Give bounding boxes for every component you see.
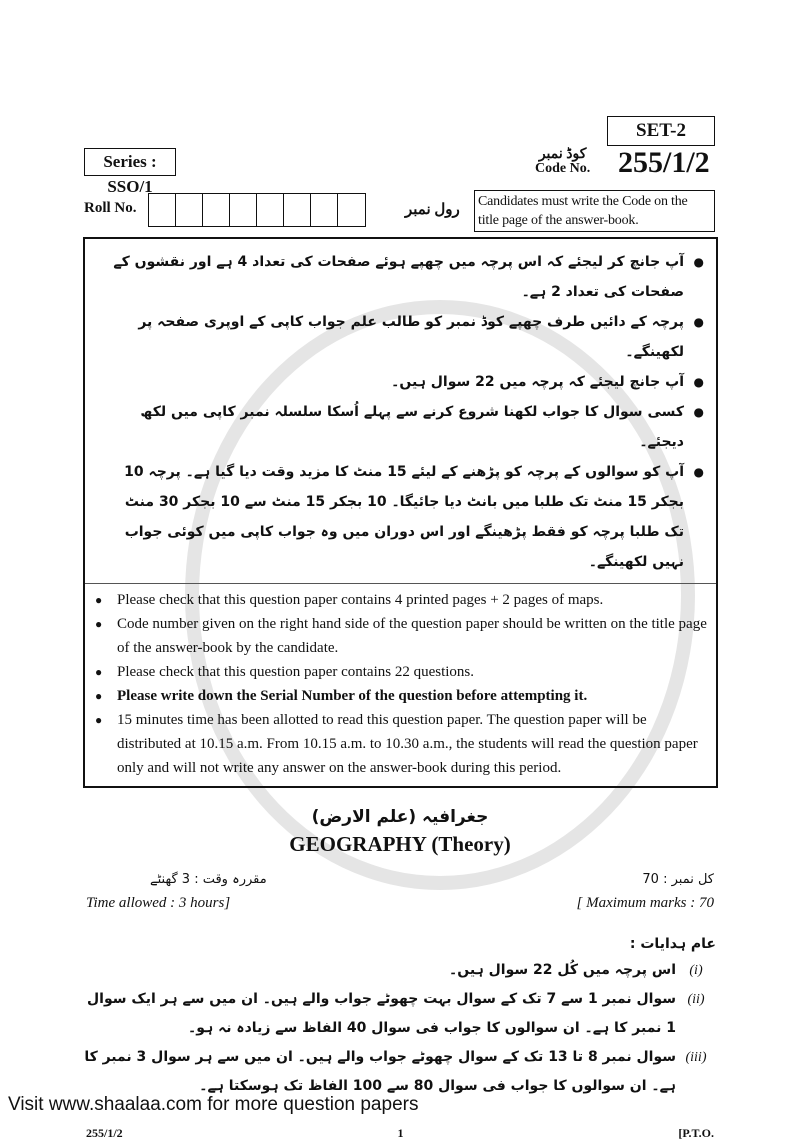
list-item: ● آپ جانچ کر لیجئے کہ اس پرچہ میں چھپے ہوئے صفحات کی تعداد 4 ہے اور نقشوں کے صفحات کی تعداد 2 ہے۔ xyxy=(105,247,704,307)
item-number: (iii) xyxy=(685,1050,707,1065)
code-label xyxy=(535,148,590,176)
list-item xyxy=(84,956,716,985)
roll-number-boxes xyxy=(148,193,366,227)
footer xyxy=(0,1125,800,1141)
title-urdu: جغرافیہ (علم الارض) xyxy=(311,807,489,827)
code-number: 255/1/2 xyxy=(618,146,710,179)
page-number: 1 xyxy=(397,1126,404,1140)
time-urdu: مقررہ وقت : 3 گھنٹے xyxy=(150,872,267,887)
general-instructions xyxy=(0,956,800,1101)
code-label-english: Code No. xyxy=(535,161,591,176)
page-body xyxy=(0,237,800,1141)
series-label: Series : SSO/1 xyxy=(84,148,176,176)
set-label: SET-2 xyxy=(607,116,715,146)
list-item: ● آپ کو سوالوں کے پرچہ کو پڑھنے کے لیئے 15 منٹ کا مزید وقت دیا گیا ہے۔ پرچہ 10 بجکر 15 منٹ تک طلبا میں بانٹ دیا جائیگا۔ 10 بجکر 15 منٹ سے 10 بجکر 30 منٹ تک طلبا پرچہ کو فقط پڑھینگے اور اس دوران میں وہ جواب کاپی میں کوئی جواب نہیں لکھینگے۔ xyxy=(105,457,704,577)
item-text: سوال نمبر 1 سے 7 تک کے سوال بہت چھوٹے جواب والے ہیں۔ ان میں سے ہر ایک سوال 1 نمبر کا ہے۔ ان سوالوں کا جواب فی سوال 40 الفاظ سے زیادہ نہ ہو۔ xyxy=(87,991,676,1036)
general-instructions-heading: عام ہدایات : xyxy=(629,936,716,952)
time-marks-urdu-row xyxy=(0,868,800,892)
list-item: ● کسی سوال کا جواب لکھنا شروع کرنے سے پہلے اُسکا سلسلہ نمبر کاپی میں لکھ دیجئے۔ xyxy=(105,397,704,457)
maximum-marks: [ Maximum marks : 70 xyxy=(576,895,714,911)
list-item: ● Please check that this question paper contains 4 printed pages + 2 pages of maps. xyxy=(95,588,708,612)
instructions-box xyxy=(83,237,718,788)
time-allowed: Time allowed : 3 hours] xyxy=(86,895,231,911)
roll-label: Roll No. xyxy=(84,200,137,216)
list-item xyxy=(84,1043,716,1101)
list-item: ● Code number given on the right hand side of the question paper should be written on the title page of the answer-book by the candidate. xyxy=(95,612,708,660)
pto: [P.T.O. xyxy=(678,1126,714,1140)
marks-urdu: کل نمبر : 70 xyxy=(642,872,714,887)
item-text: سوال نمبر 8 تا 13 تک کے سوال چھوٹے جواب والے ہیں۔ ان میں سے ہر سوال 3 نمبر کا ہے۔ ان سوالوں کا جواب فی سوال 80 سے 100 الفاظ تک ہوسکتا ہے۔ xyxy=(84,1049,676,1094)
candidates-note: Candidates must write the Code on the title page of the answer-book. xyxy=(474,190,715,232)
page-title: GEOGRAPHY (Theory) xyxy=(289,832,511,856)
list-item: ● Please write down the Serial Number of the question before attempting it. xyxy=(95,684,708,708)
english-instructions xyxy=(85,584,716,780)
list-item: ● پرچہ کے دائیں طرف چھپے کوڈ نمبر کو طالب علم جواب کاپی کے اوپری صفحہ پر لکھینگے۔ xyxy=(105,307,704,367)
visit-link[interactable]: Visit www.shaalaa.com for more question papers xyxy=(8,1094,419,1115)
roll-label-urdu: رول نمبر xyxy=(405,202,460,218)
item-number: (ii) xyxy=(687,992,705,1007)
code-label-urdu: کوڈ نمبر xyxy=(538,147,587,162)
time-marks-row xyxy=(0,892,800,914)
urdu-instructions xyxy=(85,239,716,577)
list-item: ● آپ جانچ لیجئے کہ پرچہ میں 22 سوال ہیں۔ xyxy=(105,367,704,397)
item-text: اس پرچہ میں کُل 22 سوال ہیں۔ xyxy=(449,962,676,978)
list-item: ● 15 minutes time has been allotted to read this question paper. The question paper will be distributed at 10.15 a.m. From 10.15 a.m. to 10.30 a.m., the students will read the question paper only and will not write any answer on the answer-book during this period. xyxy=(95,708,708,780)
item-number: (i) xyxy=(689,963,703,978)
list-item: ● Please check that this question paper contains 22 questions. xyxy=(95,660,708,684)
footer-code: 255/1/2 xyxy=(86,1126,123,1140)
list-item xyxy=(84,985,716,1043)
